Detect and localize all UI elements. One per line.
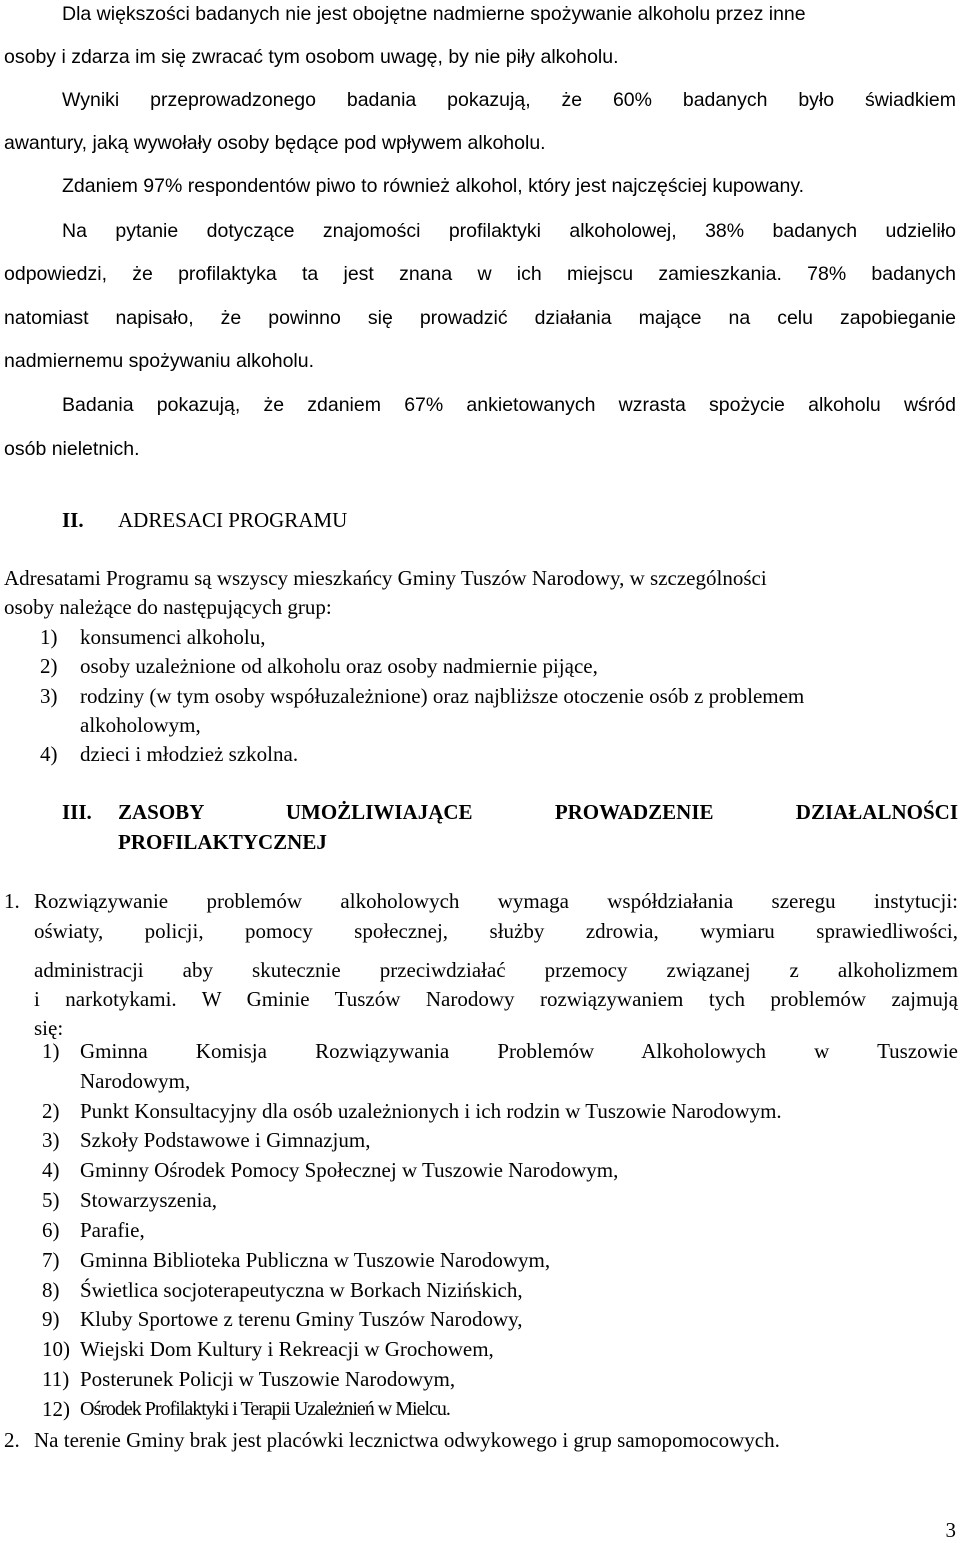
paragraph-line: oświaty, policji, pomocy społecznej, służby zdrowia, wymiaru sprawiedliwości, [34, 919, 958, 943]
intro-line: Dla większości badanych nie jest obojętne nadmierne spożywanie alkoholu przez inne [62, 3, 806, 25]
page-number: 3 [945, 1518, 956, 1542]
list-item: Szkoły Podstawowe i Gimnazjum, [80, 1128, 371, 1152]
section-title: ADRESACI PROGRAMU [118, 508, 348, 532]
list-number: 6) [42, 1218, 60, 1242]
list-number: 5) [42, 1188, 60, 1212]
paragraph-line: administracji aby skutecznie przeciwdziałać przemocy związanej z alkoholizmem [34, 958, 958, 982]
list-number: 1) [40, 625, 58, 649]
section-number: II. [62, 508, 84, 532]
list-item: Świetlica socjoterapeutyczna w Borkach Nizińskich, [80, 1278, 523, 1302]
list-item: rodziny (w tym osoby współuzależnione) oraz najbliższe otoczenie osób z problemem [80, 684, 805, 708]
list-number: 11) [42, 1367, 70, 1391]
list-number: 8) [42, 1278, 60, 1302]
section-title-continuation: PROFILAKTYCZNEJ [118, 830, 327, 854]
intro-line: odpowiedzi, że profilaktyka ta jest znana w ich miejscu zamieszkania. 78% badanych [4, 263, 956, 285]
list-number: 3) [42, 1128, 60, 1152]
paragraph-line: osoby należące do następujących grup: [4, 595, 332, 619]
list-number: 4) [42, 1158, 60, 1182]
list-item: Posterunek Policji w Tuszowie Narodowym, [80, 1367, 456, 1391]
list-number: 7) [42, 1248, 60, 1272]
list-item-continuation: alkoholowym, [80, 713, 201, 737]
list-number: 1) [42, 1039, 60, 1063]
intro-line: Na pytanie dotyczące znajomości profilaktyki alkoholowej, 38% badanych udzieliło [62, 220, 956, 242]
intro-line: osób nieletnich. [4, 438, 140, 460]
list-item: konsumenci alkoholu, [80, 625, 266, 649]
list-number: 3) [40, 684, 58, 708]
paragraph-line: Na terenie Gminy brak jest placówki lecznictwa odwykowego i grup samopomocowych. [34, 1428, 780, 1452]
intro-line: Wyniki przeprowadzonego badania pokazują, że 60% badanych było świadkiem [62, 89, 956, 111]
intro-line: natomiast napisało, że powinno się prowadzić działania mające na celu zapobieganie [4, 307, 956, 329]
list-item: Gminna Komisja Rozwiązywania Problemów Alkoholowych w Tuszowie [80, 1039, 958, 1063]
list-number: 9) [42, 1307, 60, 1331]
list-item: Kluby Sportowe z terenu Gminy Tuszów Narodowy, [80, 1307, 523, 1331]
list-item: osoby uzależnione od alkoholu oraz osoby nadmiernie pijące, [80, 654, 598, 678]
intro-line: osoby i zdarza im się zwracać tym osobom uwagę, by nie piły alkoholu. [4, 46, 619, 68]
section-number: III. [62, 800, 92, 824]
list-item: Ośrodek Profilaktyki i Terapii Uzależnień w Mielcu. [80, 1398, 450, 1420]
list-item: Gminny Ośrodek Pomocy Społecznej w Tuszowie Narodowym, [80, 1158, 619, 1182]
list-item: Punkt Konsultacyjny dla osób uzależnionych i ich rodzin w Tuszowie Narodowym. [80, 1099, 782, 1123]
list-number: 12) [42, 1397, 70, 1421]
list-item: Parafie, [80, 1218, 145, 1242]
intro-line: nadmiernemu spożywaniu alkoholu. [4, 350, 315, 372]
list-number: 2) [40, 654, 58, 678]
intro-line: awantury, jaką wywołały osoby będące pod wpływem alkoholu. [4, 132, 546, 154]
list-item-continuation: Narodowym, [80, 1069, 191, 1093]
intro-line: Badania pokazują, że zdaniem 67% ankietowanych wzrasta spożycie alkoholu wśród [62, 394, 956, 416]
paragraph-line: Rozwiązywanie problemów alkoholowych wymaga współdziałania szeregu instytucji: [34, 889, 958, 913]
intro-line: Zdaniem 97% respondentów piwo to również alkohol, który jest najczęściej kupowany. [62, 175, 805, 197]
paragraph-line: się: [34, 1016, 64, 1040]
paragraph-number: 2. [4, 1428, 20, 1452]
paragraph-number: 1. [4, 889, 20, 913]
paragraph-line: Adresatami Programu są wszyscy mieszkańcy Gminy Tuszów Narodowy, w szczególności [4, 566, 767, 590]
list-number: 2) [42, 1099, 60, 1123]
paragraph-line: i narkotykami. W Gminie Tuszów Narodowy rozwiązywaniem tych problemów zajmują [34, 987, 958, 1011]
list-item: Wiejski Dom Kultury i Rekreacji w Grochowem, [80, 1337, 494, 1361]
section-title: ZASOBY UMOŻLIWIAJĄCE PROWADZENIE DZIAŁALNOŚCI [118, 800, 958, 824]
list-item: Gminna Biblioteka Publiczna w Tuszowie Narodowym, [80, 1248, 551, 1272]
list-number: 4) [40, 742, 58, 766]
list-number: 10) [42, 1337, 70, 1361]
list-item: dzieci i młodzież szkolna. [80, 742, 299, 766]
list-item: Stowarzyszenia, [80, 1188, 218, 1212]
